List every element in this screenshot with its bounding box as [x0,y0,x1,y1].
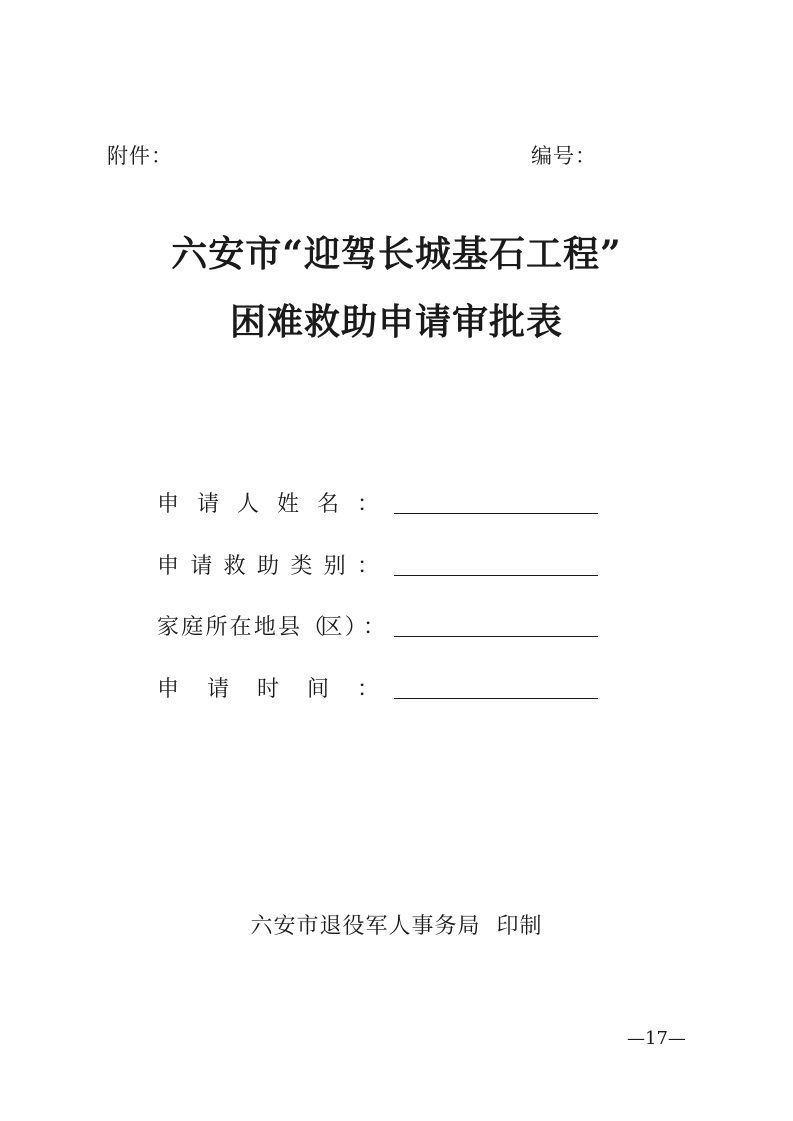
label-char: 在 [229,614,252,640]
label-char: ： [362,614,385,640]
label-char: 申 [157,676,180,702]
label-char: 救 [223,553,246,579]
home-county-field [157,607,602,643]
label-char: ： [356,553,379,579]
home-county-label [157,607,385,643]
form-title-line1: 六安市“迎驾长城基石工程” [171,233,622,275]
assistance-category-field [157,546,602,582]
label-char: 家 [157,614,180,640]
label-char: ） [344,614,367,640]
label-char: 庭 [181,614,204,640]
label-char: ： [357,676,380,702]
label-char: 间 [307,676,330,702]
label-char: 请 [197,491,220,517]
serial-number-label: 编号： [531,144,597,168]
label-char: 人 [237,491,260,517]
label-char: 姓 [277,491,300,517]
printer-statement [0,909,793,940]
label-char: 请 [207,676,230,702]
assistance-category-blank-line[interactable] [394,575,598,576]
assistance-category-label [157,546,379,582]
label-char: 申 [157,553,180,579]
label-char: 名 [317,491,340,517]
application-date-field [157,669,602,705]
applicant-name-blank-line[interactable] [394,513,598,514]
label-char: 地 [253,614,276,640]
application-date-label [157,669,379,705]
label-char: 申 [157,491,180,517]
label-char: 时 [257,676,280,702]
application-date-blank-line[interactable] [394,698,598,699]
applicant-name-field [157,484,602,520]
label-char: 区 [320,614,343,640]
label-char: 类 [290,553,313,579]
issuer-name: 六安市退役军人事务局 [250,914,481,939]
label-char: 别 [323,553,346,579]
page-number: —17— [627,1028,686,1049]
label-char: 所 [205,614,228,640]
applicant-name-label [157,484,379,520]
label-char: ： [357,491,380,517]
form-title-line2: 困难救助申请审批表 [229,301,563,343]
attachment-label: 附件： [107,144,173,168]
label-char: 助 [256,553,279,579]
print-label: 印制 [496,914,543,939]
label-char: 请 [190,553,213,579]
label-char: （ [302,614,325,640]
home-county-blank-line[interactable] [394,636,598,637]
label-char: 县 [278,614,301,640]
